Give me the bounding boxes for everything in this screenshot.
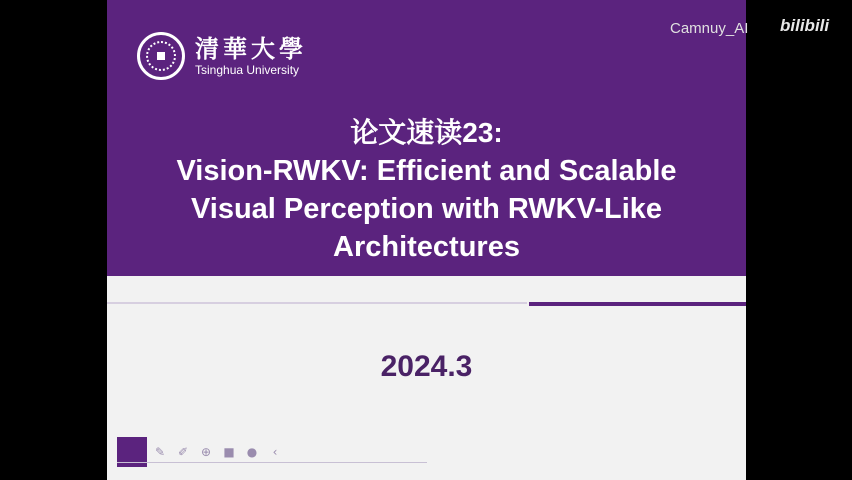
- logo-chinese-text: 清華大學: [195, 34, 307, 63]
- zoom-icon[interactable]: ⊕: [200, 445, 212, 459]
- title-line-2: Vision-RWKV: Efficient and Scalable: [176, 155, 677, 187]
- divider-right: [529, 302, 746, 306]
- camera-icon[interactable]: ■: [223, 445, 235, 459]
- globe-icon[interactable]: ●: [246, 445, 258, 459]
- slide-date: 2024.3: [380, 350, 473, 383]
- title-line-3: Visual Perception with RWKV-Like: [190, 193, 663, 225]
- university-seal-icon: [137, 32, 185, 80]
- toolbar-underline: [117, 462, 427, 463]
- logo-english-text: Tsinghua University: [195, 63, 300, 77]
- divider-left: [107, 302, 527, 304]
- watermark-user: Camnuy_AI: [670, 20, 749, 37]
- university-logo: [137, 32, 307, 80]
- watermark-brand-logo: bilibili: [780, 16, 830, 35]
- title-line-1: 论文速读23:: [350, 117, 503, 148]
- slide-header: [107, 0, 749, 276]
- slide-title: [107, 114, 746, 266]
- pen-icon[interactable]: ✎: [154, 445, 166, 459]
- prev-icon[interactable]: ‹: [272, 445, 278, 459]
- slide: [107, 0, 749, 480]
- title-line-4: Architectures: [333, 231, 520, 263]
- edit-icon[interactable]: ✐: [177, 445, 189, 459]
